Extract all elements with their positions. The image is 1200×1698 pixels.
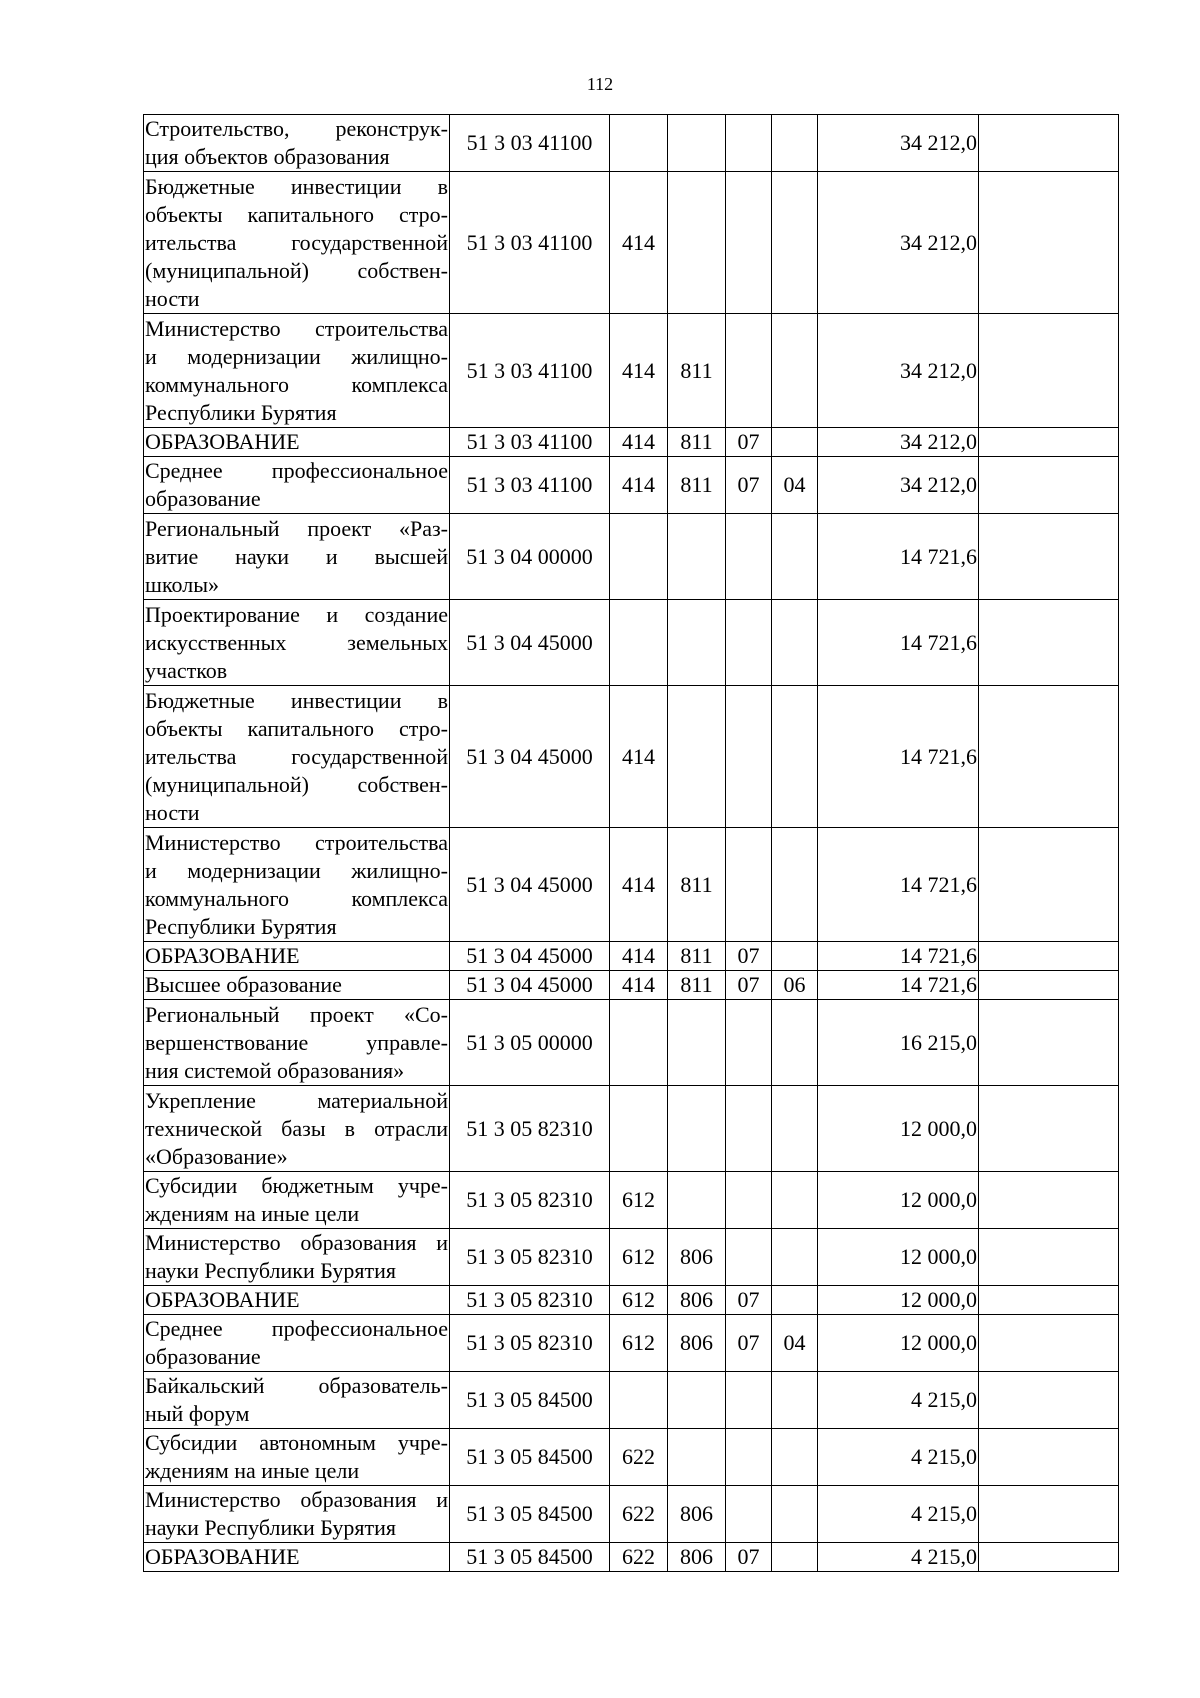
amount-cell: 34 212,0: [818, 172, 979, 314]
administrator-cell: [668, 1000, 726, 1086]
row-name-cell: [144, 514, 450, 600]
row-name-line: ОБРАЗОВАНИЕ: [145, 943, 300, 968]
expense-type-cell: [610, 1000, 668, 1086]
table-row: [144, 942, 1119, 971]
section-cell: [726, 115, 772, 172]
target-article-cell: 51 3 03 41100: [450, 428, 610, 457]
row-name-cell: [144, 1315, 450, 1372]
administrator-cell: [668, 514, 726, 600]
subsection-cell: [772, 1172, 818, 1229]
row-name-line: Министерство образования и: [145, 1487, 448, 1512]
row-name-line: ности: [145, 285, 200, 311]
amount-cell: 4 215,0: [818, 1429, 979, 1486]
target-article-cell: 51 3 04 45000: [450, 686, 610, 828]
row-name-line: искусственных земельных: [145, 629, 448, 655]
table-row: [144, 1086, 1119, 1172]
expense-type-cell: 612: [610, 1315, 668, 1372]
target-article-cell: 51 3 05 84500: [450, 1372, 610, 1429]
administrator-cell: 806: [668, 1543, 726, 1572]
row-name-cell: [144, 1543, 450, 1572]
amount-cell: 16 215,0: [818, 1000, 979, 1086]
amount-cell: 34 212,0: [818, 457, 979, 514]
amount-cell: 4 215,0: [818, 1372, 979, 1429]
subsection-cell: [772, 314, 818, 428]
page-number: 112: [586, 74, 614, 94]
section-cell: [726, 314, 772, 428]
subsection-cell: 04: [772, 457, 818, 514]
administrator-cell: [668, 600, 726, 686]
subsection-cell: [772, 1000, 818, 1086]
target-article-cell: 51 3 05 82310: [450, 1086, 610, 1172]
expense-type-cell: 414: [610, 971, 668, 1000]
row-name-cell: [144, 115, 450, 172]
expense-type-cell: 612: [610, 1286, 668, 1315]
section-cell: [726, 600, 772, 686]
budget-table: [143, 114, 1119, 1572]
amount-cell: 34 212,0: [818, 428, 979, 457]
table-row: [144, 514, 1119, 600]
target-article-cell: 51 3 03 41100: [450, 172, 610, 314]
row-name-cell: [144, 942, 450, 971]
administrator-cell: 811: [668, 942, 726, 971]
empty-cell: [979, 686, 1119, 828]
target-article-cell: 51 3 05 84500: [450, 1543, 610, 1572]
table-row: [144, 314, 1119, 428]
expense-type-cell: 414: [610, 314, 668, 428]
administrator-cell: 806: [668, 1315, 726, 1372]
target-article-cell: 51 3 03 41100: [450, 314, 610, 428]
section-cell: [726, 1086, 772, 1172]
empty-cell: [979, 971, 1119, 1000]
row-name-line: ОБРАЗОВАНИЕ: [145, 1287, 300, 1312]
empty-cell: [979, 1000, 1119, 1086]
amount-cell: 12 000,0: [818, 1229, 979, 1286]
row-name-line: Республики Бурятия: [145, 913, 337, 939]
target-article-cell: 51 3 05 84500: [450, 1486, 610, 1543]
subsection-cell: [772, 1286, 818, 1315]
target-article-cell: 51 3 04 00000: [450, 514, 610, 600]
administrator-cell: [668, 1372, 726, 1429]
administrator-cell: 811: [668, 971, 726, 1000]
empty-cell: [979, 514, 1119, 600]
amount-cell: 14 721,6: [818, 828, 979, 942]
row-name-cell: [144, 172, 450, 314]
row-name-line: и модернизации жилищно-: [145, 343, 448, 369]
row-name-line: (муниципальной) собствен-: [145, 771, 448, 797]
table-row: [144, 1315, 1119, 1372]
row-name-line: ОБРАЗОВАНИЕ: [145, 429, 300, 454]
row-name-line: образование: [145, 486, 261, 511]
subsection-cell: [772, 428, 818, 457]
section-cell: [726, 1000, 772, 1086]
row-name-cell: [144, 1429, 450, 1486]
table-row: [144, 1486, 1119, 1543]
row-name-line: Субсидии автономным учре-: [145, 1430, 448, 1455]
row-name-line: ительства государственной: [145, 743, 448, 769]
amount-cell: 12 000,0: [818, 1315, 979, 1372]
row-name-cell: [144, 428, 450, 457]
row-name-line: Проектирование и создание: [145, 601, 448, 627]
row-name-line: образование: [145, 1344, 261, 1369]
target-article-cell: 51 3 04 45000: [450, 942, 610, 971]
subsection-cell: [772, 1429, 818, 1486]
row-name-cell: [144, 600, 450, 686]
row-name-line: «Образование»: [145, 1143, 288, 1169]
administrator-cell: 811: [668, 828, 726, 942]
table-row: [144, 457, 1119, 514]
table-row: [144, 828, 1119, 942]
expense-type-cell: 622: [610, 1543, 668, 1572]
expense-type-cell: [610, 514, 668, 600]
target-article-cell: 51 3 03 41100: [450, 115, 610, 172]
amount-cell: 4 215,0: [818, 1543, 979, 1572]
section-cell: [726, 1229, 772, 1286]
row-name-line: ительства государственной: [145, 229, 448, 255]
row-name-line: витие науки и высшей: [145, 543, 448, 569]
subsection-cell: [772, 115, 818, 172]
section-cell: 07: [726, 428, 772, 457]
expense-type-cell: 414: [610, 428, 668, 457]
subsection-cell: [772, 514, 818, 600]
subsection-cell: [772, 1543, 818, 1572]
empty-cell: [979, 457, 1119, 514]
row-name-cell: [144, 971, 450, 1000]
table-row: [144, 971, 1119, 1000]
row-name-line: и модернизации жилищно-: [145, 857, 448, 883]
row-name-line: ждениям на иные цели: [145, 1201, 360, 1226]
empty-cell: [979, 1086, 1119, 1172]
row-name-cell: [144, 1372, 450, 1429]
target-article-cell: 51 3 05 00000: [450, 1000, 610, 1086]
row-name-line: Министерство строительства: [145, 315, 448, 341]
section-cell: [726, 172, 772, 314]
empty-cell: [979, 1486, 1119, 1543]
expense-type-cell: [610, 600, 668, 686]
row-name-line: Высшее образование: [145, 972, 342, 997]
section-cell: 07: [726, 1286, 772, 1315]
target-article-cell: 51 3 05 82310: [450, 1286, 610, 1315]
row-name-line: ности: [145, 799, 200, 825]
administrator-cell: [668, 115, 726, 172]
amount-cell: 12 000,0: [818, 1172, 979, 1229]
table-row: [144, 1543, 1119, 1572]
row-name-line: Укрепление материальной: [145, 1087, 448, 1113]
row-name-cell: [144, 457, 450, 514]
target-article-cell: 51 3 04 45000: [450, 828, 610, 942]
table-row: [144, 1286, 1119, 1315]
section-cell: [726, 1172, 772, 1229]
subsection-cell: [772, 1486, 818, 1543]
row-name-cell: [144, 1229, 450, 1286]
empty-cell: [979, 1543, 1119, 1572]
section-cell: 07: [726, 942, 772, 971]
subsection-cell: [772, 828, 818, 942]
empty-cell: [979, 1229, 1119, 1286]
subsection-cell: [772, 942, 818, 971]
subsection-cell: [772, 1229, 818, 1286]
administrator-cell: 806: [668, 1486, 726, 1543]
row-name-line: вершенствование управле-: [145, 1029, 448, 1055]
amount-cell: 14 721,6: [818, 971, 979, 1000]
row-name-line: Республики Бурятия: [145, 399, 337, 425]
subsection-cell: [772, 172, 818, 314]
row-name-cell: [144, 1172, 450, 1229]
amount-cell: 14 721,6: [818, 600, 979, 686]
expense-type-cell: 622: [610, 1486, 668, 1543]
target-article-cell: 51 3 05 82310: [450, 1229, 610, 1286]
amount-cell: 14 721,6: [818, 514, 979, 600]
subsection-cell: [772, 1086, 818, 1172]
row-name-line: ОБРАЗОВАНИЕ: [145, 1544, 300, 1569]
administrator-cell: [668, 686, 726, 828]
empty-cell: [979, 172, 1119, 314]
subsection-cell: [772, 686, 818, 828]
target-article-cell: 51 3 05 82310: [450, 1315, 610, 1372]
expense-type-cell: 414: [610, 686, 668, 828]
empty-cell: [979, 428, 1119, 457]
table-row: [144, 686, 1119, 828]
row-name-line: Строительство, реконструк-: [145, 116, 448, 141]
row-name-cell: [144, 1000, 450, 1086]
section-cell: 07: [726, 1315, 772, 1372]
amount-cell: 14 721,6: [818, 942, 979, 971]
subsection-cell: [772, 1372, 818, 1429]
expense-type-cell: 414: [610, 457, 668, 514]
administrator-cell: 806: [668, 1229, 726, 1286]
expense-type-cell: [610, 1372, 668, 1429]
administrator-cell: [668, 1429, 726, 1486]
section-cell: 07: [726, 1543, 772, 1572]
expense-type-cell: 622: [610, 1429, 668, 1486]
subsection-cell: [772, 600, 818, 686]
row-name-line: Субсидии бюджетным учре-: [145, 1173, 448, 1198]
row-name-line: (муниципальной) собствен-: [145, 257, 448, 283]
table-row: [144, 1229, 1119, 1286]
empty-cell: [979, 115, 1119, 172]
row-name-line: ция объектов образования: [145, 144, 390, 169]
administrator-cell: 806: [668, 1286, 726, 1315]
row-name-line: технической базы в отрасли: [145, 1115, 448, 1141]
row-name-line: объекты капитального стро-: [145, 201, 448, 227]
target-article-cell: 51 3 05 82310: [450, 1172, 610, 1229]
row-name-line: Среднее профессиональное: [145, 458, 448, 483]
empty-cell: [979, 600, 1119, 686]
row-name-line: школы»: [145, 571, 219, 597]
expense-type-cell: 612: [610, 1229, 668, 1286]
administrator-cell: 811: [668, 457, 726, 514]
amount-cell: 12 000,0: [818, 1286, 979, 1315]
section-cell: 07: [726, 457, 772, 514]
section-cell: [726, 686, 772, 828]
row-name-cell: [144, 828, 450, 942]
target-article-cell: 51 3 03 41100: [450, 457, 610, 514]
expense-type-cell: 414: [610, 942, 668, 971]
row-name-line: Региональный проект «Раз-: [145, 515, 448, 541]
expense-type-cell: [610, 115, 668, 172]
row-name-line: Среднее профессиональное: [145, 1316, 448, 1341]
row-name-line: ный форум: [145, 1401, 250, 1426]
amount-cell: 14 721,6: [818, 686, 979, 828]
table-row: [144, 600, 1119, 686]
row-name-line: коммунального комплекса: [145, 885, 448, 911]
expense-type-cell: 414: [610, 172, 668, 314]
target-article-cell: 51 3 04 45000: [450, 600, 610, 686]
expense-type-cell: 612: [610, 1172, 668, 1229]
expense-type-cell: [610, 1086, 668, 1172]
table-body: [144, 115, 1119, 1572]
row-name-line: Бюджетные инвестиции в: [145, 173, 448, 199]
row-name-line: Региональный проект «Со-: [145, 1001, 448, 1027]
table-row: [144, 1372, 1119, 1429]
section-cell: [726, 1372, 772, 1429]
section-cell: 07: [726, 971, 772, 1000]
amount-cell: 12 000,0: [818, 1086, 979, 1172]
empty-cell: [979, 828, 1119, 942]
row-name-cell: [144, 1286, 450, 1315]
expense-type-cell: 414: [610, 828, 668, 942]
row-name-cell: [144, 314, 450, 428]
empty-cell: [979, 942, 1119, 971]
row-name-line: ния системой образования»: [145, 1057, 405, 1083]
subsection-cell: 04: [772, 1315, 818, 1372]
row-name-line: науки Республики Бурятия: [145, 1515, 396, 1540]
administrator-cell: 811: [668, 314, 726, 428]
section-cell: [726, 828, 772, 942]
target-article-cell: 51 3 04 45000: [450, 971, 610, 1000]
row-name-line: участков: [145, 657, 228, 683]
row-name-line: коммунального комплекса: [145, 371, 448, 397]
row-name-cell: [144, 1486, 450, 1543]
amount-cell: 34 212,0: [818, 115, 979, 172]
row-name-line: Министерство строительства: [145, 829, 448, 855]
row-name-cell: [144, 686, 450, 828]
empty-cell: [979, 1172, 1119, 1229]
amount-cell: 4 215,0: [818, 1486, 979, 1543]
section-cell: [726, 514, 772, 600]
row-name-line: объекты капитального стро-: [145, 715, 448, 741]
row-name-line: Байкальский образователь-: [145, 1373, 448, 1398]
empty-cell: [979, 1315, 1119, 1372]
administrator-cell: [668, 1172, 726, 1229]
table-row: [144, 1000, 1119, 1086]
amount-cell: 34 212,0: [818, 314, 979, 428]
section-cell: [726, 1429, 772, 1486]
table-row: [144, 428, 1119, 457]
table-row: [144, 1429, 1119, 1486]
administrator-cell: 811: [668, 428, 726, 457]
table-row: [144, 1172, 1119, 1229]
empty-cell: [979, 314, 1119, 428]
row-name-cell: [144, 1086, 450, 1172]
row-name-line: Бюджетные инвестиции в: [145, 687, 448, 713]
row-name-line: Министерство образования и: [145, 1230, 448, 1255]
table-row: [144, 115, 1119, 172]
row-name-line: ждениям на иные цели: [145, 1458, 360, 1483]
target-article-cell: 51 3 05 84500: [450, 1429, 610, 1486]
table-row: [144, 172, 1119, 314]
administrator-cell: [668, 172, 726, 314]
empty-cell: [979, 1372, 1119, 1429]
row-name-line: науки Республики Бурятия: [145, 1258, 396, 1283]
administrator-cell: [668, 1086, 726, 1172]
empty-cell: [979, 1286, 1119, 1315]
section-cell: [726, 1486, 772, 1543]
subsection-cell: 06: [772, 971, 818, 1000]
empty-cell: [979, 1429, 1119, 1486]
